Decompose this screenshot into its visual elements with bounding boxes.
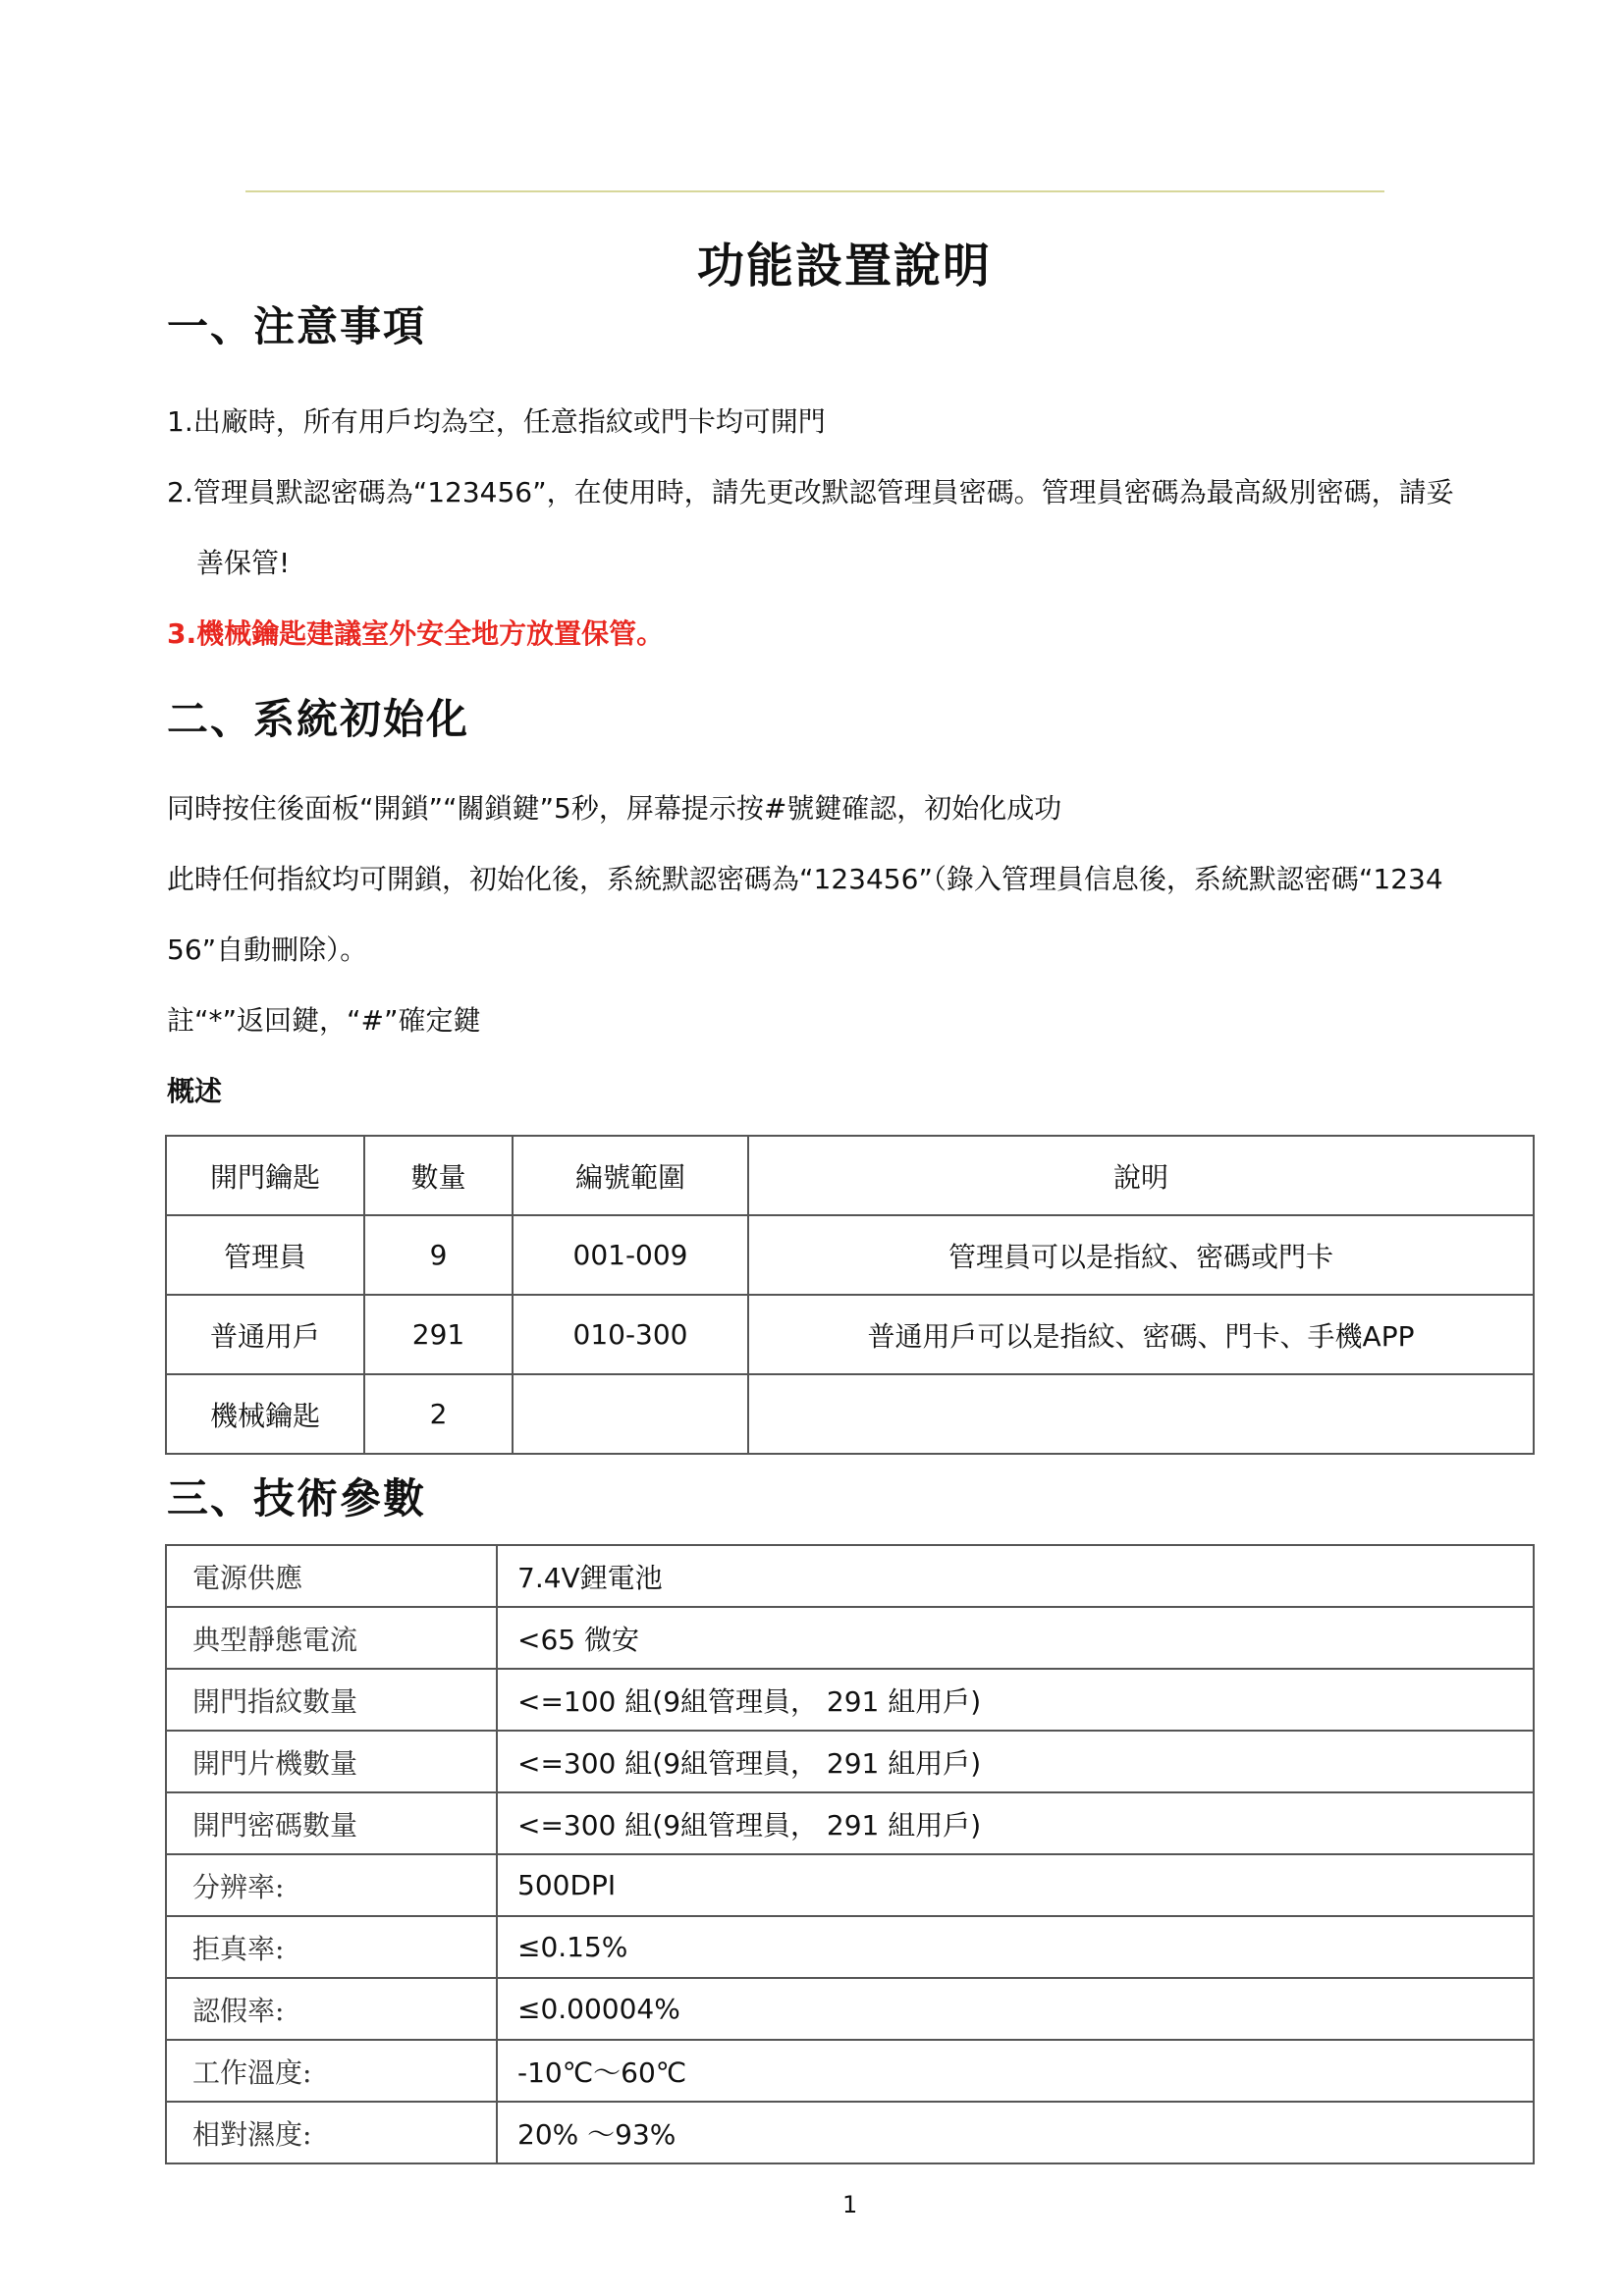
section-heading-specs: 三、技術參數 — [167, 1474, 427, 1522]
init-paragraph-2-line-2: 56”自動刪除）。 — [167, 934, 368, 966]
notes-item-1: 1.出廠時，所有用戶均為空，任意指紋或門卡均可開門 — [167, 405, 826, 438]
header-cell: 開門鑰匙 — [166, 1136, 364, 1215]
spec-key: 典型靜態電流 — [166, 1607, 497, 1669]
table-cell — [748, 1374, 1534, 1454]
table-cell: 2 — [364, 1374, 513, 1454]
page-number: 1 — [842, 2191, 858, 2218]
table-cell: 001-009 — [513, 1215, 748, 1295]
spec-row — [166, 2040, 1534, 2102]
spec-value: 20% ～93% — [497, 2102, 1534, 2163]
spec-key: 認假率: — [166, 1978, 497, 2040]
spec-key: 開門指紋數量 — [166, 1669, 497, 1731]
table-cell: 9 — [364, 1215, 513, 1295]
spec-key: 開門密碼數量 — [166, 1792, 497, 1854]
section-heading-init: 二、系統初始化 — [167, 695, 470, 743]
spec-key: 電源供應 — [166, 1545, 497, 1607]
table-cell: 普通用戶 — [166, 1295, 364, 1374]
spec-row — [166, 2102, 1534, 2163]
spec-value: 500DPI — [497, 1854, 1534, 1916]
spec-row — [166, 1792, 1534, 1854]
table-cell: 機械鑰匙 — [166, 1374, 364, 1454]
spec-row — [166, 1916, 1534, 1978]
spec-key: 相對濕度: — [166, 2102, 497, 2163]
spec-row — [166, 1669, 1534, 1731]
header-cell: 說明 — [748, 1136, 1534, 1215]
spec-value: -10℃～60℃ — [497, 2040, 1534, 2102]
spec-row — [166, 1978, 1534, 2040]
init-note: 註“*”返回鍵，“#”確定鍵 — [167, 1004, 481, 1037]
spec-key: 拒真率: — [166, 1916, 497, 1978]
page-title: 功能設置說明 — [696, 239, 992, 294]
init-paragraph-2-line-1: 此時任何指紋均可開鎖，初始化後，系統默認密碼為“123456”（錄入管理員信息後，系統默認密碼“1234 — [167, 863, 1443, 895]
spec-value: 7.4V鋰電池 — [497, 1545, 1534, 1607]
table-row — [166, 1374, 1534, 1454]
spec-value: <=300 組(9組管理員， 291 組用戶) — [497, 1731, 1534, 1792]
notes-item-2-line-2: 善保管! — [196, 547, 291, 579]
spec-value: ≤0.15% — [497, 1916, 1534, 1978]
table-cell: 管理員 — [166, 1215, 364, 1295]
spec-row — [166, 1607, 1534, 1669]
init-paragraph-1: 同時按住後面板“開鎖”“關鎖鍵”5秒，屏幕提示按#號鍵確認，初始化成功 — [167, 792, 1062, 825]
section-heading-notes: 一、注意事項 — [167, 302, 427, 350]
spec-value: ≤0.00004% — [497, 1978, 1534, 2040]
table-cell: 普通用戶可以是指紋、密碼、門卡、手機APP — [748, 1295, 1534, 1374]
table-cell: 291 — [364, 1295, 513, 1374]
table-header-row — [166, 1136, 1534, 1215]
header-rule — [245, 190, 1384, 192]
spec-value: <=300 組(9組管理員， 291 組用戶) — [497, 1792, 1534, 1854]
header-cell: 數量 — [364, 1136, 513, 1215]
table-row — [166, 1215, 1534, 1295]
notes-item-3-warning: 3.機械鑰匙建議室外安全地方放置保管。 — [167, 617, 665, 650]
spec-table — [165, 1544, 1535, 2164]
spec-key: 開門片機數量 — [166, 1731, 497, 1792]
header-cell: 編號範圍 — [513, 1136, 748, 1215]
spec-value: <=100 組(9組管理員， 291 組用戶) — [497, 1669, 1534, 1731]
spec-row — [166, 1854, 1534, 1916]
table-cell: 010-300 — [513, 1295, 748, 1374]
spec-value: <65 微安 — [497, 1607, 1534, 1669]
table-cell — [513, 1374, 748, 1454]
table-row — [166, 1295, 1534, 1374]
spec-row — [166, 1545, 1534, 1607]
spec-key: 分辨率: — [166, 1854, 497, 1916]
spec-key: 工作溫度: — [166, 2040, 497, 2102]
notes-item-2-line-1: 2.管理員默認密碼為“123456”，在使用時，請先更改默認管理員密碼。管理員密碼為最高級別密碼，請妥 — [167, 476, 1454, 508]
overview-table — [165, 1135, 1535, 1455]
overview-label: 概述 — [167, 1075, 223, 1107]
spec-row — [166, 1731, 1534, 1792]
table-cell: 管理員可以是指紋、密碼或門卡 — [748, 1215, 1534, 1295]
